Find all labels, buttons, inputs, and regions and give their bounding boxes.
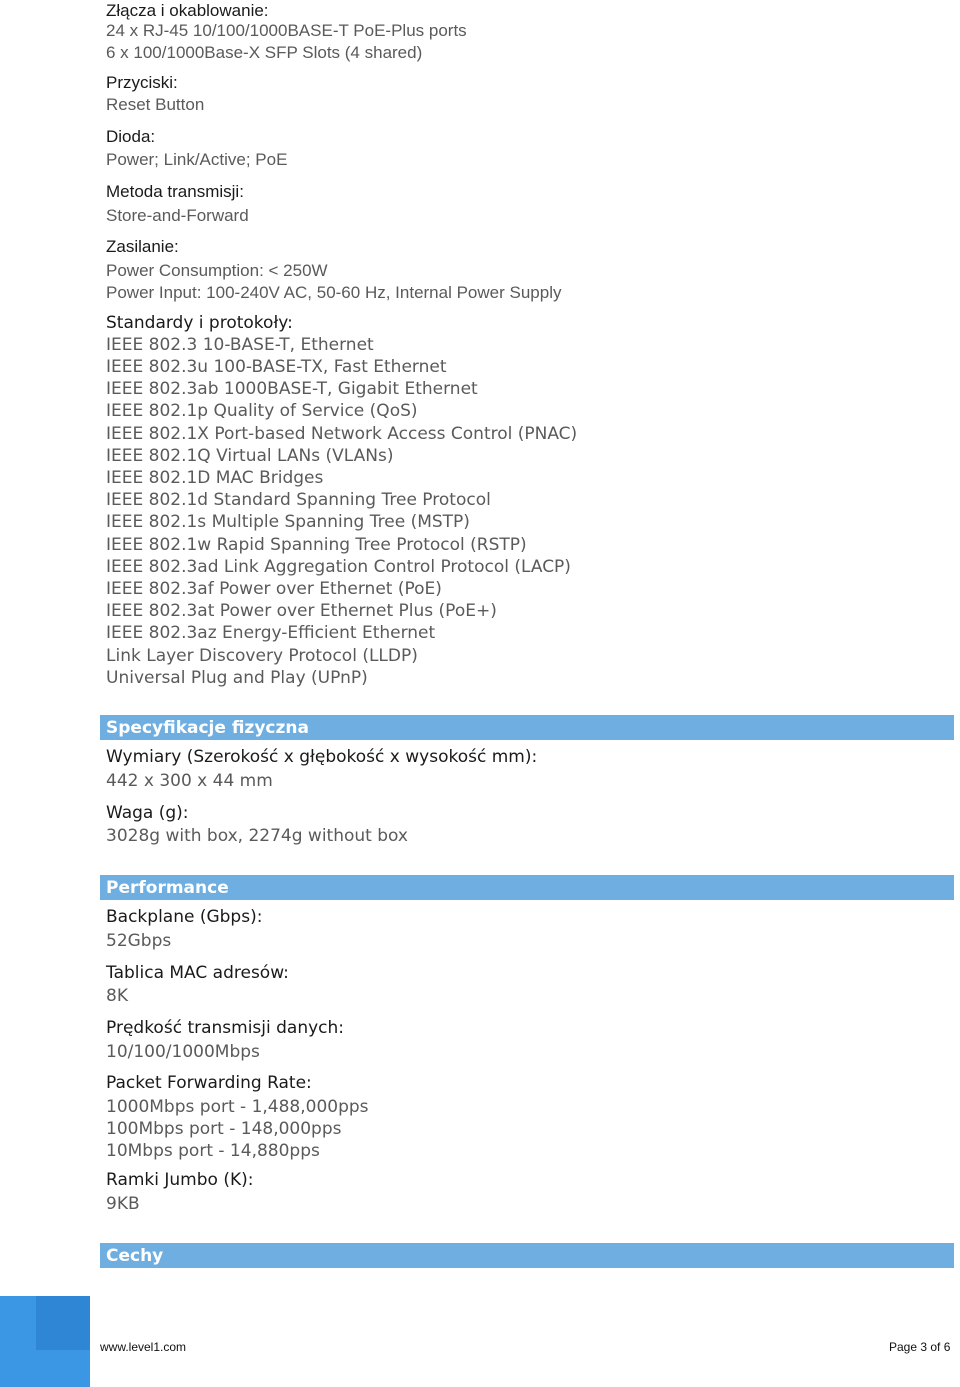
standard-item: IEEE 802.1w Rapid Spanning Tree Protocol (RSTP)	[106, 535, 527, 555]
section-title: Performance	[106, 878, 229, 898]
section-header-physical	[100, 715, 954, 740]
standard-item: Link Layer Discovery Protocol (LLDP)	[106, 646, 418, 666]
transmission-label: Metoda transmisji:	[106, 182, 244, 201]
footer-logo-accent	[36, 1296, 90, 1350]
standard-item: IEEE 802.1p Quality of Service (QoS)	[106, 401, 418, 421]
leds-label: Dioda:	[106, 127, 156, 146]
standard-item: IEEE 802.3u 100-BASE-TX, Fast Ethernet	[106, 357, 447, 377]
buttons-value: Reset Button	[106, 95, 205, 114]
backplane-label: Backplane (Gbps):	[106, 907, 263, 927]
buttons-label: Przyciski:	[106, 73, 178, 92]
backplane-value: 52Gbps	[106, 931, 172, 951]
standard-item: IEEE 802.1d Standard Spanning Tree Protocol	[106, 490, 491, 510]
standard-item: IEEE 802.1s Multiple Spanning Tree (MSTP)	[106, 512, 470, 532]
power-value: Power Consumption: < 250W	[106, 261, 328, 280]
data-rate-label: Prędkość transmisji danych:	[106, 1018, 345, 1038]
standard-item: IEEE 802.3az Energy-Efficient Ethernet	[106, 623, 436, 643]
leds-value: Power; Link/Active; PoE	[106, 150, 288, 169]
footer-url-link[interactable]: www.level1.com	[100, 1340, 187, 1354]
mac-table-value: 8K	[106, 986, 128, 1006]
standard-item: IEEE 802.1Q Virtual LANs (VLANs)	[106, 446, 394, 466]
standard-item: IEEE 802.3 10-BASE-T, Ethernet	[106, 335, 374, 355]
section-title: Specyfikacje fizyczna	[106, 718, 309, 738]
forwarding-label: Packet Forwarding Rate:	[106, 1073, 312, 1093]
section-header-features	[100, 1243, 954, 1268]
standard-item: IEEE 802.3at Power over Ethernet Plus (PoE+)	[106, 601, 497, 621]
weight-label: Waga (g):	[106, 803, 189, 823]
forwarding-value: 10Mbps port - 14,880pps	[106, 1141, 320, 1161]
data-rate-value: 10/100/1000Mbps	[106, 1042, 260, 1062]
standard-item: IEEE 802.1X Port-based Network Access Control (PNAC)	[106, 424, 578, 444]
section-title: Cechy	[106, 1246, 164, 1266]
jumbo-label: Ramki Jumbo (K):	[106, 1170, 254, 1190]
standard-item: IEEE 802.3af Power over Ethernet (PoE)	[106, 579, 442, 599]
connectors-value: 24 x RJ-45 10/100/1000BASE-T PoE-Plus ports	[106, 21, 467, 40]
weight-value: 3028g with box, 2274g without box	[106, 826, 408, 846]
dimensions-value: 442 x 300 x 44 mm	[106, 771, 273, 791]
standard-item: IEEE 802.1D MAC Bridges	[106, 468, 324, 488]
jumbo-value: 9KB	[106, 1194, 140, 1214]
standard-item: IEEE 802.3ab 1000BASE-T, Gigabit Ethernet	[106, 379, 478, 399]
standards-label: Standardy i protokoły:	[106, 313, 293, 333]
dimensions-label: Wymiary (Szerokość x głębokość x wysokość mm):	[106, 747, 538, 767]
transmission-value: Store-and-Forward	[106, 206, 249, 225]
connectors-label: Złącza i okablowanie:	[106, 1, 269, 20]
power-value: Power Input: 100-240V AC, 50-60 Hz, Internal Power Supply	[106, 283, 562, 302]
forwarding-value: 100Mbps port - 148,000pps	[106, 1119, 342, 1139]
standard-item: IEEE 802.3ad Link Aggregation Control Protocol (LACP)	[106, 557, 571, 577]
forwarding-value: 1000Mbps port - 1,488,000pps	[106, 1097, 369, 1117]
connectors-value: 6 x 100/1000Base-X SFP Slots (4 shared)	[106, 43, 423, 62]
page-number: Page 3 of 6	[889, 1340, 951, 1354]
standard-item: Universal Plug and Play (UPnP)	[106, 668, 368, 688]
power-label: Zasilanie:	[106, 237, 179, 256]
mac-table-label: Tablica MAC adresów:	[106, 963, 289, 983]
section-header-performance	[100, 875, 954, 900]
